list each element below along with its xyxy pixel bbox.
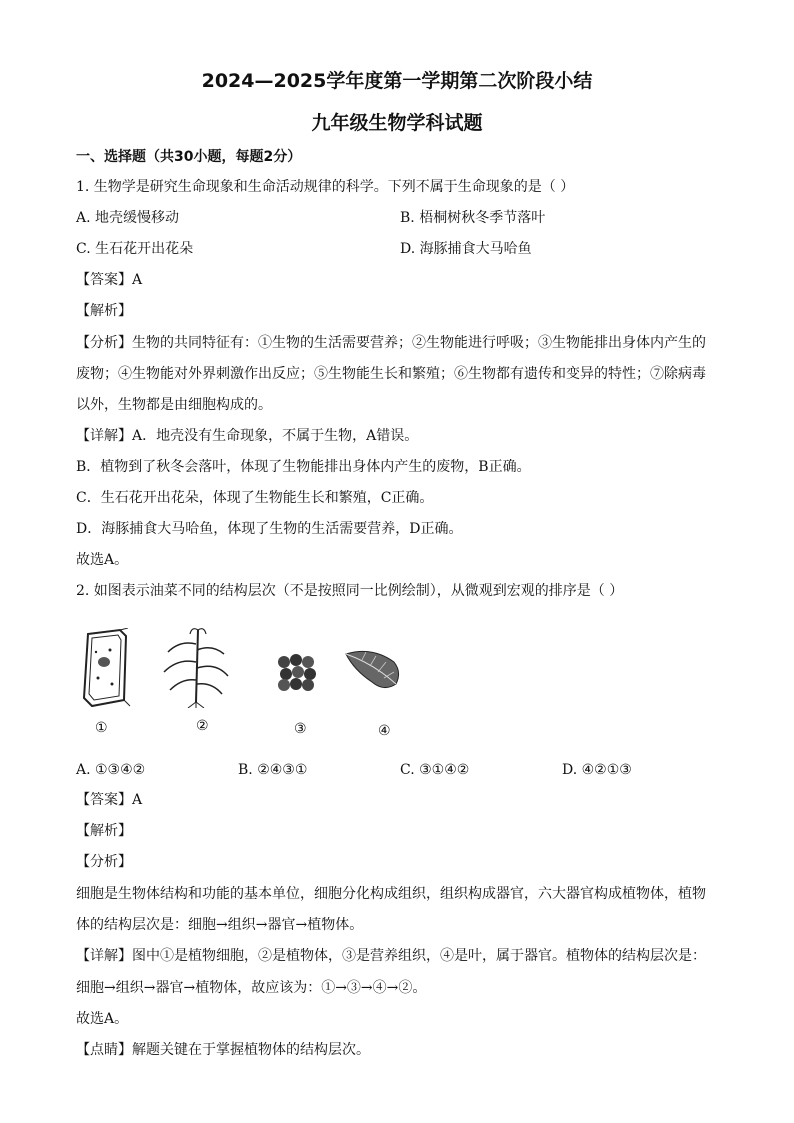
figure-label-3: ③ [294,721,307,737]
tissue-figure [276,652,320,694]
q1-detail-line3: C．生石花开出花朵，体现了生物能生长和繁殖，C正确。 [76,490,434,506]
q2-analysis-label: 【解析】 [76,823,132,839]
figure-label-2: ② [196,718,209,734]
figure-label-1: ① [95,720,108,736]
q2-detail-line2: 细胞→组织→器官→植物体，故应该为：①→③→④→②。 [76,980,427,996]
q2-option-b: B. ②④③① [238,762,308,778]
q1-option-d: D. 海豚捕食大马哈鱼 [400,241,532,257]
q1-conclusion: 故选A。 [76,552,129,568]
q1-detail-line2: B．植物到了秋冬会落叶，体现了生物能排出身体内产生的废物，B正确。 [76,459,531,475]
q2-option-a: A. ①③④② [76,762,146,778]
leaf-figure [344,648,402,692]
whole-plant-figure [160,624,232,708]
q2-detail-line1: 【详解】图中①是植物细胞，②是植物体，③是营养组织，④是叶，属于器官。植物体的结构层次是： [76,948,706,964]
q2-answer: 【答案】A [76,792,143,808]
plant-cell-figure [80,628,132,708]
q2-option-c: C. ③①④② [400,762,470,778]
figure-label-4: ④ [378,723,391,739]
q2-fenxi-line1: 细胞是生物体结构和功能的基本单位，细胞分化构成组织，组织构成器官，六大器官构成植物体，植物 [76,886,706,902]
q1-option-b: B. 梧桐树秋冬季节落叶 [400,210,546,226]
q2-fenxi-line2: 体的结构层次是：细胞→组织→器官→植物体。 [76,917,364,933]
page-title: 2024—2025学年度第一学期第二次阶段小结 [201,70,593,92]
section-heading: 一、选择题（共30小题，每题2分） [76,149,302,165]
q2-stem: 2. 如图表示油菜不同的结构层次（不是按照同一比例绘制），从微观到宏观的排序是（ ） [76,583,624,599]
q2-conclusion: 故选A。 [76,1011,129,1027]
q1-answer: 【答案】A [76,272,143,288]
q2-fenxi-label: 【分析】 [76,854,132,870]
q1-fenxi-line3: 以外，生物都是由细胞构成的。 [76,397,272,413]
q1-stem: 1. 生物学是研究生命现象和生命活动规律的科学。下列不属于生命现象的是（ ） [76,179,575,195]
page-subtitle: 九年级生物学科试题 [311,112,483,134]
q1-detail-line4: D．海豚捕食大马哈鱼，体现了生物的生活需要营养，D正确。 [76,521,463,537]
q1-analysis-label: 【解析】 [76,303,132,319]
q1-fenxi-line2: 废物；④生物能对外界刺激作出反应；⑤生物能生长和繁殖；⑥生物都有遗传和变异的特性；⑦除病毒 [76,366,706,382]
q2-key-point: 【点睛】解题关键在于掌握植物体的结构层次。 [76,1042,370,1058]
q1-fenxi-line1: 【分析】生物的共同特征有：①生物的生活需要营养；②生物能进行呼吸；③生物能排出身体内产生的 [76,335,706,351]
q1-option-a: A. 地壳缓慢移动 [76,210,180,226]
q1-option-c: C. 生石花开出花朵 [76,241,194,257]
q2-option-d: D. ④②①③ [562,762,632,778]
q1-detail-line1: 【详解】A．地壳没有生命现象，不属于生物，A错误。 [76,428,419,444]
